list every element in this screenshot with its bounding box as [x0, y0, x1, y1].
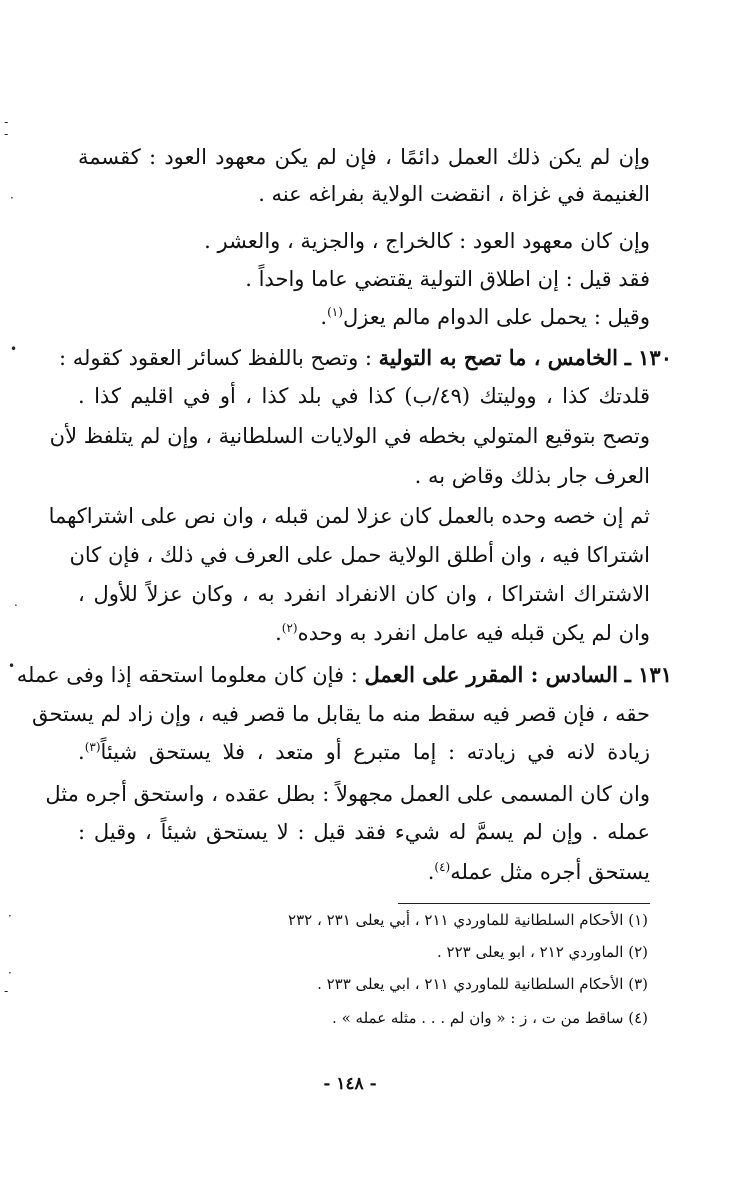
- text-line: عمله . وإن لم يسمَّ له شيء فقد قيل : لا يستحق شيئاً ، وقيل :: [78, 820, 650, 844]
- margin-mark: -: [4, 115, 9, 129]
- footnote: [317, 972, 648, 996]
- text-line: ثم إن خصه وحده بالعمل كان عزلا لمن قبله ، وان نص على اشتراكهما: [48, 504, 650, 528]
- section-heading-line: ١٣٠ ـ الخامس ، ما تصح به التولية : وتصح باللفظ كسائر العقود كقوله :: [59, 345, 672, 370]
- section-heading: الخامس ، ما تصح به التولية: [378, 345, 618, 370]
- footnote-marker: (٢): [628, 943, 648, 961]
- text-line: وإن لم يكن ذلك العمل دائمًا ، فإن لم يكن معهود العود : كقسمة: [78, 145, 650, 169]
- margin-mark: ·: [10, 191, 14, 205]
- text-line: اشتراكا فيه ، وان أطلق الولاية حمل على العرف في ذلك ، فإن كان: [69, 543, 650, 567]
- section-number: ١٣٠ ـ: [624, 345, 672, 370]
- footnote-text: ساقط من ت ، ز : « وان لم . . . مثله عمله » .: [332, 1009, 624, 1027]
- text-line: وإن كان معهود العود : كالخراج ، والجزية ، والعشر .: [204, 229, 650, 253]
- text-line: العرف جار بذلك وقاض به .: [414, 464, 650, 488]
- margin-mark: -: [4, 127, 9, 141]
- footnote-marker: (١): [628, 911, 648, 929]
- text-line: وتصح بتوقيع المتولي بخطه في الولايات السلطانية ، وإن لم يتلفظ لأن: [49, 424, 650, 448]
- text-line: حقه ، فإن قصر فيه سقط منه ما يقابل ما قصر فيه ، وإن زاد لم يستحق: [31, 702, 650, 726]
- footnote-text: الأحكام السلطانية للماوردي ٢١١ ، أبي يعلى ٢٣١ ، ٢٣٢: [288, 911, 624, 929]
- footnote-separator: [398, 903, 650, 904]
- text-line: الغنيمة في غزاة ، انقضت الولاية بفراغه عنه .: [258, 182, 650, 206]
- section-heading: السادس : المقرر على العمل: [364, 662, 618, 687]
- margin-mark: •: [8, 659, 16, 673]
- footnote-ref: (٤): [434, 860, 451, 874]
- margin-mark: •: [10, 342, 18, 356]
- text-line: زيادة لانه في زيادته : إما متبرع أو متعد ، فلا يستحق شيئاً$^{(٣)}$.: [78, 740, 650, 764]
- footnote-ref: (٣): [84, 740, 101, 754]
- footnote: [437, 940, 648, 964]
- text-line: فقد قيل : إن اطلاق التولية يقتضي عاما واحداً .: [245, 267, 650, 291]
- margin-mark: ·: [8, 966, 12, 980]
- footnote-marker: (٣): [628, 975, 648, 993]
- margin-mark: ·: [8, 909, 12, 923]
- footnote-text: الأحكام السلطانية للماوردي ٢١١ ، ابي يعلى ٢٣٣ .: [317, 975, 624, 993]
- text-line: يستحق أجره مثل عمله$^{(٤)}$.: [427, 860, 650, 884]
- margin-mark: .: [14, 595, 18, 609]
- text-line: وان لم يكن قبله فيه عامل انفرد به وحده$^{(٢)}$.: [275, 621, 650, 645]
- margin-mark: -: [4, 984, 9, 998]
- text-line: قلدتك كذا ، ووليتك (٤٩/ب) كذا في بلد كذا ، أو في اقليم كذا .: [78, 384, 651, 408]
- footnote: [332, 1006, 648, 1030]
- footnote-ref: (١): [327, 305, 343, 319]
- text-line: الاشتراك اشتراكا ، وان كان الانفراد انفرد به ، وكان عزلاً للأول ،: [78, 582, 650, 606]
- page-number: - ١٤٨ -: [323, 1074, 377, 1094]
- text-line: وقيل : يحمل على الدوام مالم يعزل$^{(١)}$.: [320, 305, 650, 329]
- text-line: وان كان المسمى على العمل مجهولاً : بطل عقده ، واستحق أجره مثل: [45, 782, 650, 806]
- footnote-marker: (٤): [628, 1009, 648, 1027]
- footnote-ref: (٢): [281, 621, 298, 635]
- footnote: [288, 908, 648, 932]
- footnote-text: الماوردي ٢١٢ ، ابو يعلى ٢٢٣ .: [437, 943, 624, 961]
- section-heading-line: ١٣١ ـ السادس : المقرر على العمل : فإن كان معلوما استحقه إذا وفى عمله: [16, 662, 672, 687]
- section-number: ١٣١ ـ: [624, 662, 672, 687]
